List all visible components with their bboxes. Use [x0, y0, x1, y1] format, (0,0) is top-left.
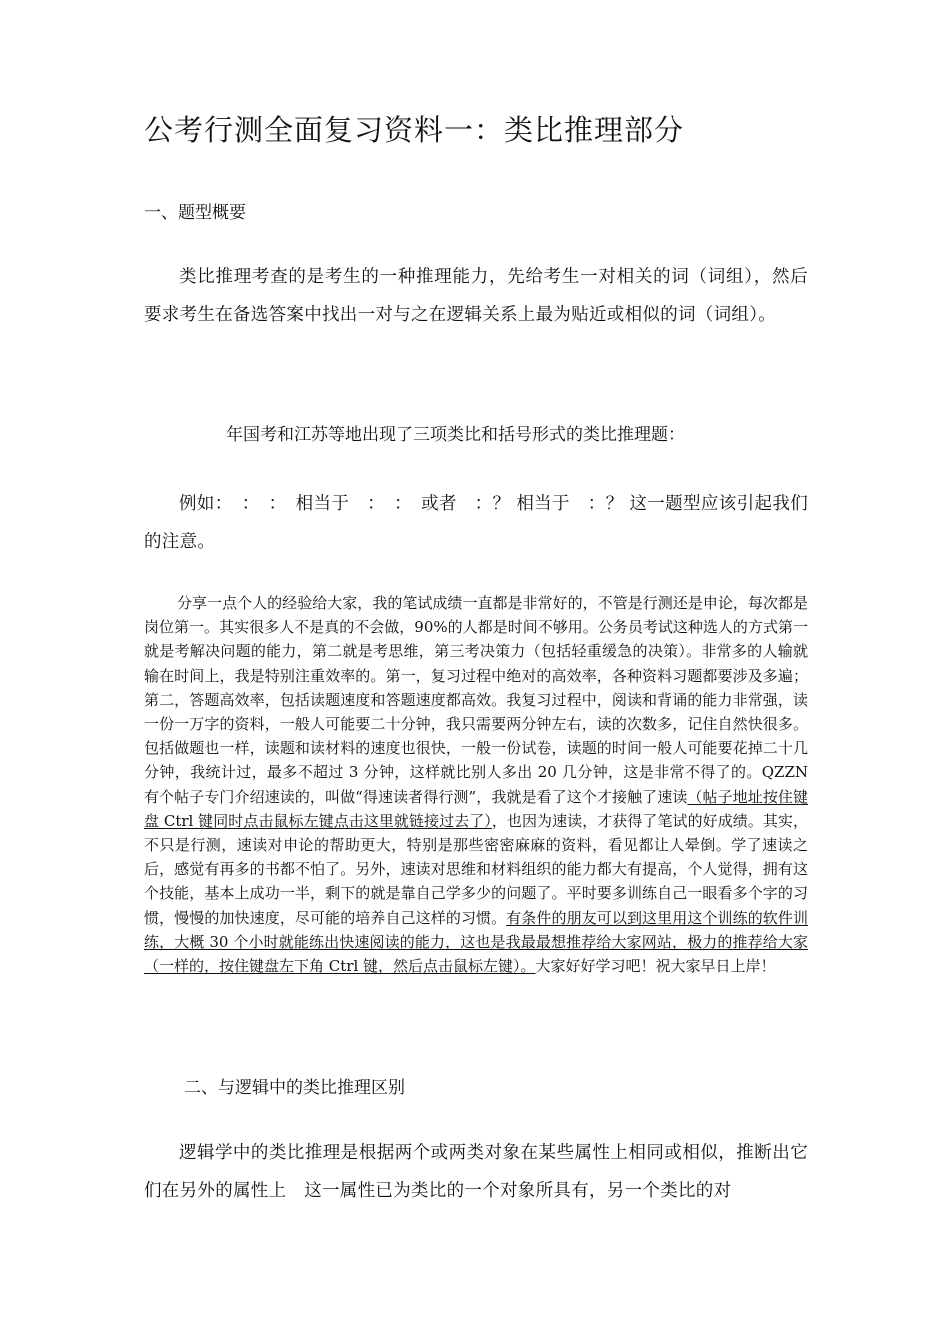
paragraph-example: 例如： ： ： 相当于 ： ： 或者 ：？ 相当于 ：？ 这一题型应该引起我们的注意。 [144, 494, 808, 552]
paragraph-exam-note: 年国考和江苏等地出现了三项类比和括号形式的类比推理题： [226, 425, 685, 445]
training-site-link[interactable]: 有条件的朋友可以到这里用这个训练的软件训练，大概 30 个小时就能练出快速阅读的能力，这也是我最最想推荐给大家网站，极力的推荐给大家（一样的，按住键盘左下角 Ctrl 键，然后点击鼠标左键）。 [144, 908, 808, 976]
paragraph-definition: 类比推理考查的是考生的一种推理能力，先给考生一对相关的词（词组），然后要求考生在备选答案中找出一对与之在逻辑关系上最为贴近或相似的词（词组）。 [144, 267, 808, 325]
forum-post-link[interactable]: （帖子地址按住键盘 Ctrl 键同时点击鼠标左键点击这里就链接过去了） [144, 787, 808, 830]
document-title: 公考行测全面复习资料一：类比推理部分 [144, 113, 685, 147]
section-heading-overview: 一、题型概要 [144, 203, 246, 223]
experience-sharing-block [144, 591, 808, 978]
share-text-2: ，也因为速读，才获得了笔试的好成绩。其实，不只是行测，速读对申论的帮助更大，特别是那些密密麻麻的资料，看见都让人晕倒。学了速读之后，感觉有再多的书都不怕了。另外，速读对思维和材料组织的能力都大有提高，个人觉得，拥有这个技能，基本上成功一半，剩下的就是靠自己学多少的问题了。平时要多训练自己一眼看多个字的习惯，慢慢的加快速度，尽可能的培养自己这样的习惯。 [144, 811, 808, 927]
paragraph-logic-analogy: 逻辑学中的类比推理是根据两个或两类对象在某些属性上相同或相似，推断出它们在另外的属性上 这一属性已为类比的一个对象所具有，另一个类比的对 [144, 1143, 808, 1201]
section-heading-difference: 二、与逻辑中的类比推理区别 [184, 1078, 405, 1098]
share-text-1: 分享一点个人的经验给大家，我的笔试成绩一直都是非常好的，不管是行测还是申论，每次都是岗位第一。其实很多人不是真的不会做，90%的人都是时间不够用。公务员考试这种选人的方式第一就是考解决问题的能力，第二就是考思维，第三考决策力（包括轻重缓急的决策）。非常多的人输就输在时间上，我是特别注重效率的。第一，复习过程中绝对的高效率，各种资料习题都要涉及多遍；第二，答题高效率，包括读题速度和答题速度都高效。我复习过程中，阅读和背诵的能力非常强，读一份一万字的资料，一般人可能要二十分钟，我只需要两分钟左右，读的次数多，记住自然快很多。包括做题也一样，读题和读材料的速度也很快，一般一份试卷，读题的时间一般人可能要花掉二十几分钟，我统计过，最多不超过 3 分钟，这样就比别人多出 20 几分钟，这是非常不得了的。QZZN 有个帖子专门介绍速读的，叫做“得速读者得行测”，我就是看了这个才接触了速读 [144, 594, 808, 806]
share-text-3: 大家好好学习吧！祝大家早日上岸！ [535, 957, 776, 976]
